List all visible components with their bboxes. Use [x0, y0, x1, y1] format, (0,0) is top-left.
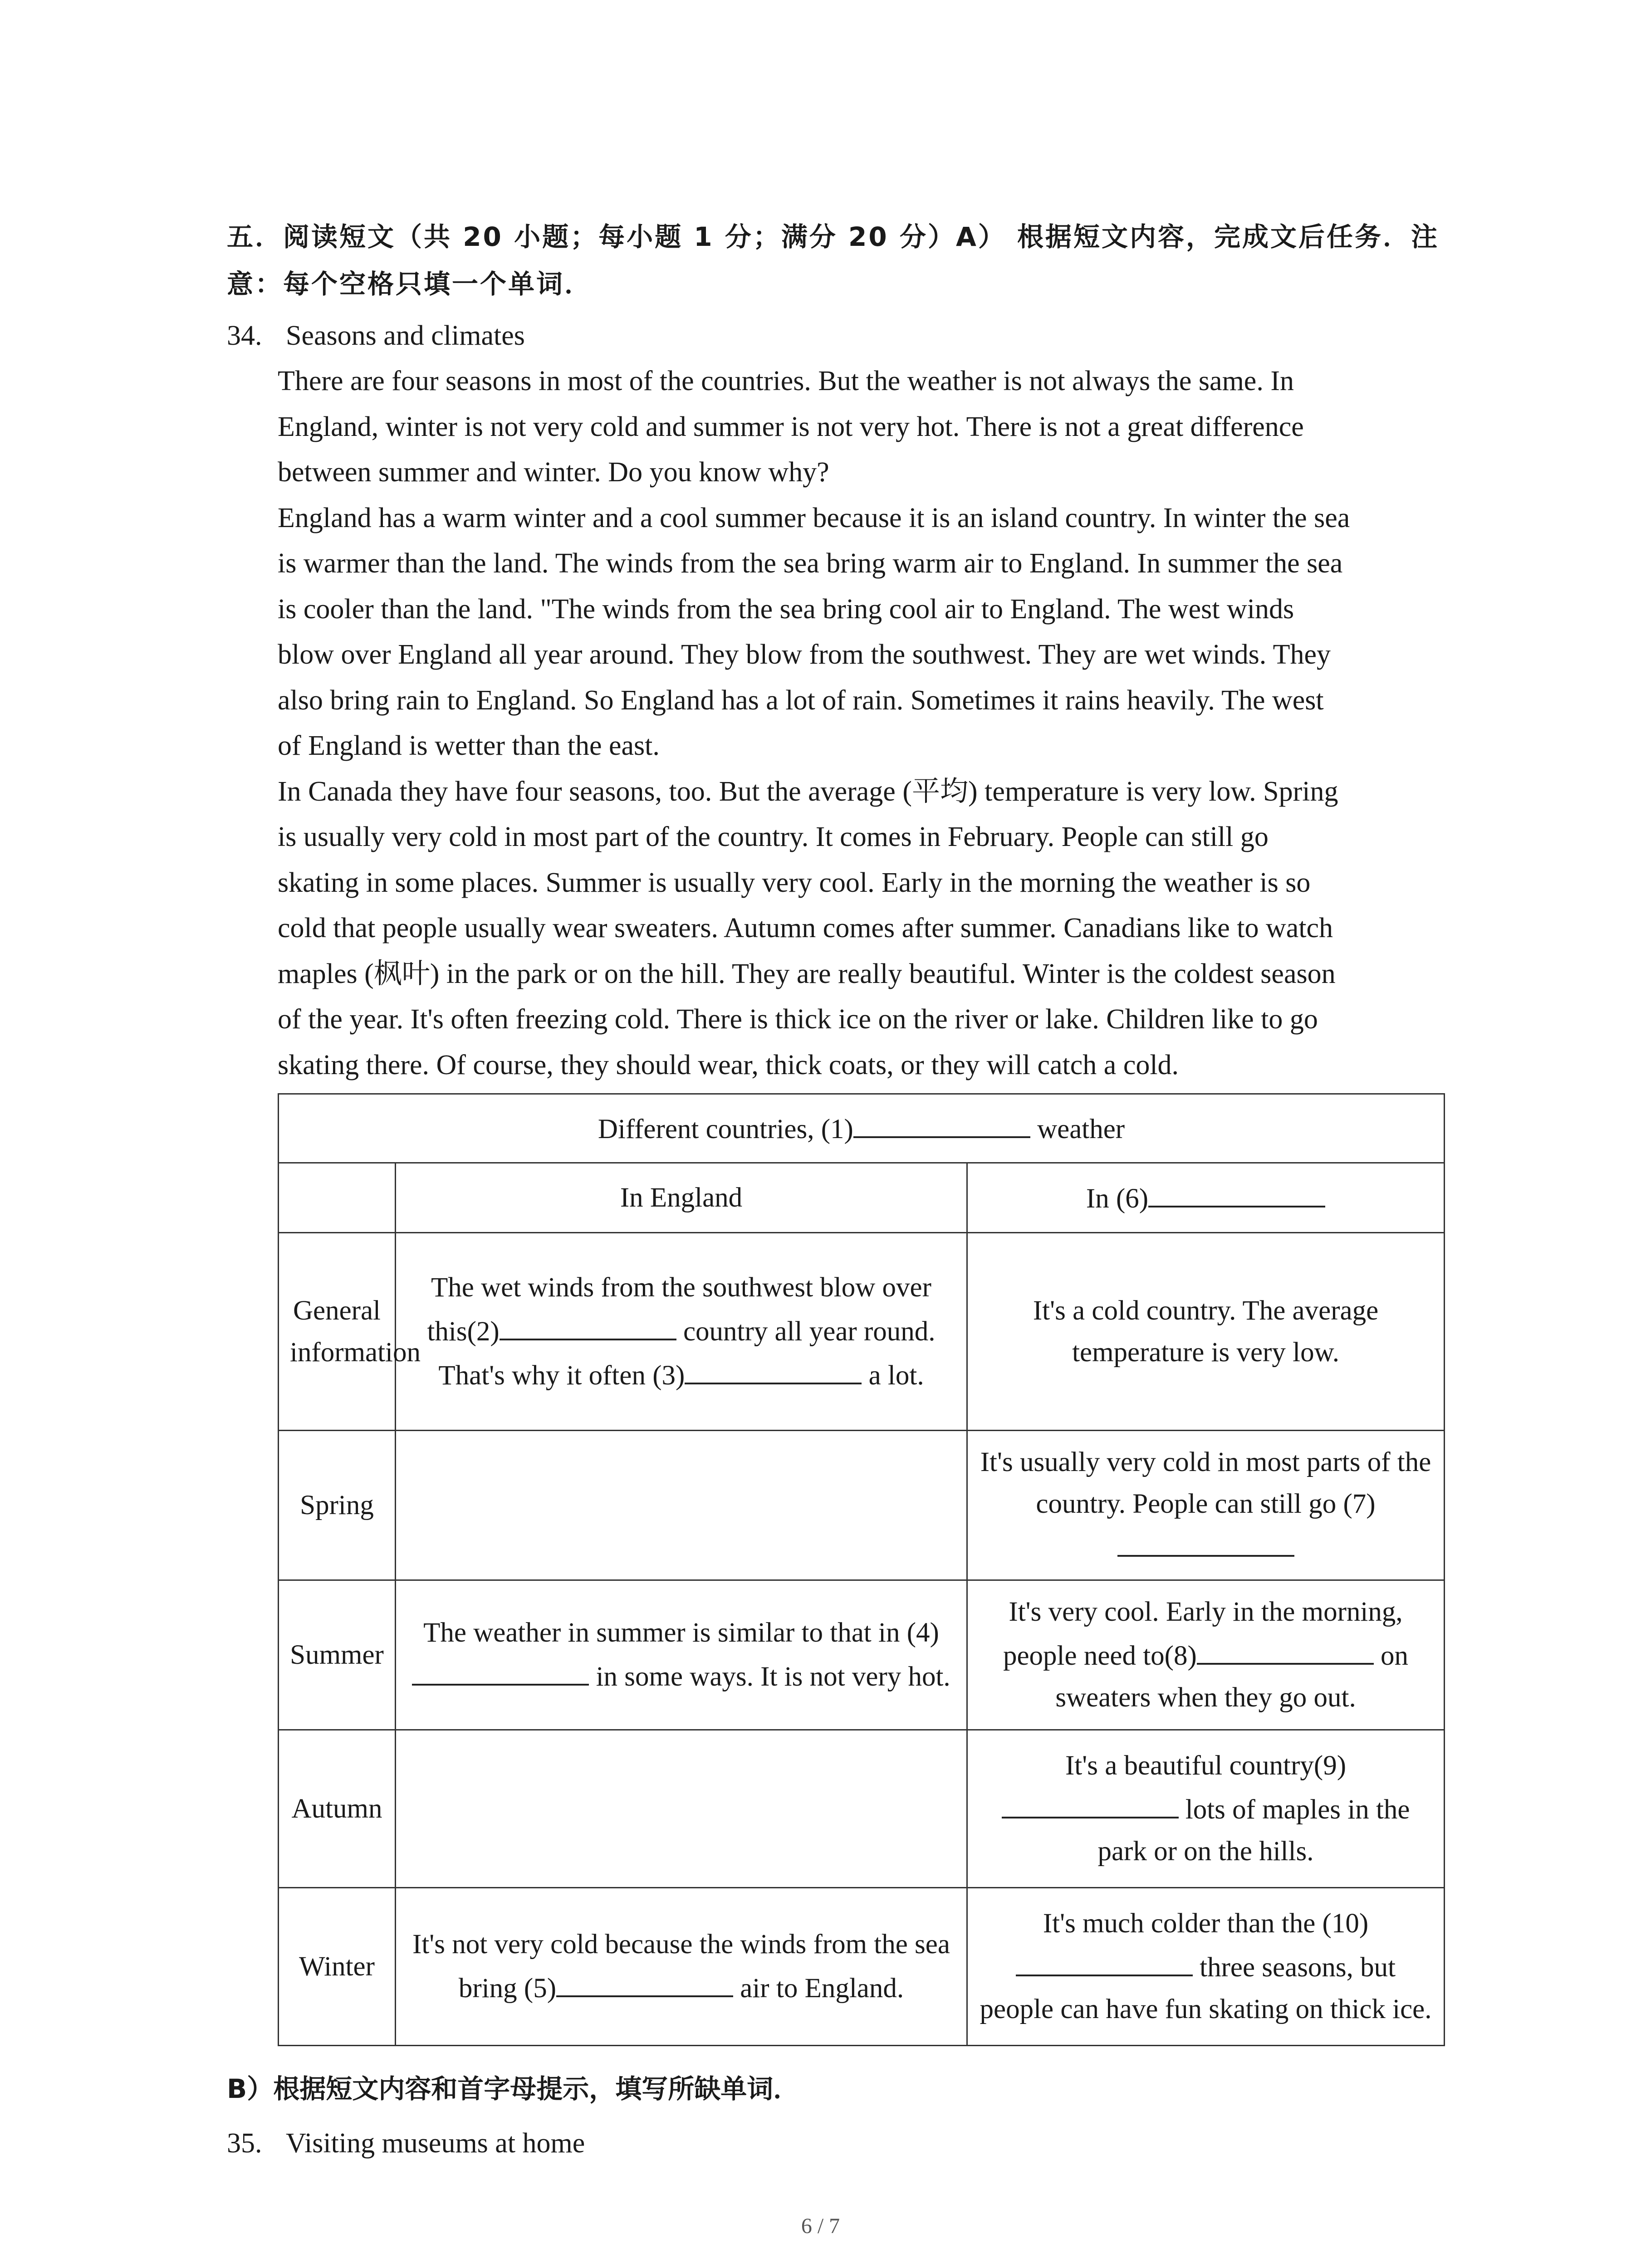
page-number: 6 / 7	[801, 2214, 840, 2238]
question-35-title-line	[227, 2121, 585, 2166]
passage-line: between summer and winter. Do you know why?	[278, 457, 829, 488]
row-label: General information	[279, 1233, 396, 1431]
summer-england-cell: The weather in summer is similar to that in (4) in some ways. It is not very hot.	[396, 1580, 967, 1730]
general-other-cell: It's a cold country. The average temperature is very low.	[967, 1233, 1445, 1431]
table-title: Different countries, (1) weather	[279, 1094, 1445, 1163]
passage-line: blow over England all year around. They blow from the southwest. They are wet winds. They	[278, 639, 1331, 670]
general-england-cell: The wet winds from the southwest blow over this(2) country all year round. That's why it often (3) a lot.	[396, 1233, 967, 1431]
passage-line: skating in some places. Summer is usually very cool. Early in the morning the weather is so	[278, 867, 1311, 898]
table-header-row	[279, 1163, 1445, 1233]
blank-2[interactable]	[500, 1309, 676, 1340]
row-label: Autumn	[279, 1730, 396, 1888]
passage-line: There are four seasons in most of the countries. But the weather is not always the same. In	[278, 366, 1294, 396]
winter-other-cell: It's much colder than the (10) three seasons, but people can have fun skating on thick ice.	[967, 1888, 1445, 2046]
passage-line: of the year. It's often freezing cold. There is thick ice on the river or lake. Children like to go	[278, 1004, 1318, 1035]
passage-line: In Canada they have four seasons, too. But the average (平均) temperature is very low. Spring	[278, 776, 1338, 807]
blank-6[interactable]	[1148, 1176, 1325, 1207]
question-title: Seasons and climates	[286, 320, 525, 351]
spring-other-cell: It's usually very cold in most parts of the country. People can still go (7)	[967, 1431, 1445, 1580]
passage-line: cold that people usually wear sweaters. Autumn comes after summer. Canadians like to watch	[278, 913, 1333, 943]
blank-3[interactable]	[685, 1353, 862, 1384]
passage-line: of England is wetter than the east.	[278, 730, 660, 761]
question-number: 35.	[227, 2128, 262, 2159]
header-england: In England	[396, 1163, 967, 1233]
row-label: Winter	[279, 1888, 396, 2046]
blank-1[interactable]	[853, 1106, 1030, 1138]
spring-england-cell	[396, 1431, 967, 1580]
passage-line: is usually very cold in most part of the country. It comes in February. People can still go	[278, 821, 1269, 852]
blank-8[interactable]	[1197, 1633, 1374, 1665]
summer-other-cell: It's very cool. Early in the morning, people need to(8) on sweaters when they go out.	[967, 1580, 1445, 1730]
blank-5[interactable]	[556, 1965, 733, 1997]
table-row-spring	[279, 1431, 1445, 1580]
blank-10[interactable]	[1016, 1945, 1193, 1976]
autumn-england-cell	[396, 1730, 967, 1888]
question-number: 34.	[227, 320, 262, 351]
row-label: Spring	[279, 1431, 396, 1580]
passage-line: England has a warm winter and a cool summer because it is an island country. In winter the sea	[278, 502, 1350, 533]
section-heading: 五．阅读短文（共 20 小题；每小题 1 分；满分 20 分）A） 根据短文内容，完成文后任务．注意：每个空格只填一个单词．	[227, 221, 1440, 299]
passage-line: is warmer than the land. The winds from the sea bring warm air to England. In summer the sea	[278, 548, 1343, 579]
header-empty-cell	[279, 1163, 396, 1233]
table-row-winter	[279, 1888, 1445, 2046]
passage-line: also bring rain to England. So England has a lot of rain. Sometimes it rains heavily. The west	[278, 684, 1324, 716]
information-table	[278, 1093, 1445, 2046]
passage	[278, 358, 1457, 1088]
table-title-row	[279, 1094, 1445, 1163]
question-34-title-line	[227, 313, 525, 358]
table-row-autumn	[279, 1730, 1445, 1888]
question-title: Visiting museums at home	[286, 2128, 585, 2159]
blank-7[interactable]	[1117, 1525, 1294, 1557]
passage-line: England, winter is not very cold and summer is not very hot. There is not a great difference	[278, 411, 1304, 442]
passage-line: is cooler than the land. "The winds from the sea bring cool air to England. The west winds	[278, 593, 1294, 625]
passage-line: maples (枫叶) in the park or on the hill. They are really beautiful. Winter is the coldest season	[278, 958, 1336, 989]
blank-9[interactable]	[1002, 1787, 1179, 1818]
table-row-summer	[279, 1580, 1445, 1730]
autumn-other-cell: It's a beautiful country(9) lots of maples in the park or on the hills.	[967, 1730, 1445, 1888]
winter-england-cell: It's not very cold because the winds from the sea bring (5) air to England.	[396, 1888, 967, 2046]
row-label: Summer	[279, 1580, 396, 1730]
table-row-general	[279, 1233, 1445, 1431]
sub-heading: B）根据短文内容和首字母提示，填写所缺单词．	[227, 2073, 800, 2104]
blank-4[interactable]	[412, 1654, 589, 1686]
passage-line: skating there. Of course, they should wear, thick coats, or they will catch a cold.	[278, 1049, 1179, 1080]
header-other-country: In (6)	[967, 1163, 1445, 1233]
